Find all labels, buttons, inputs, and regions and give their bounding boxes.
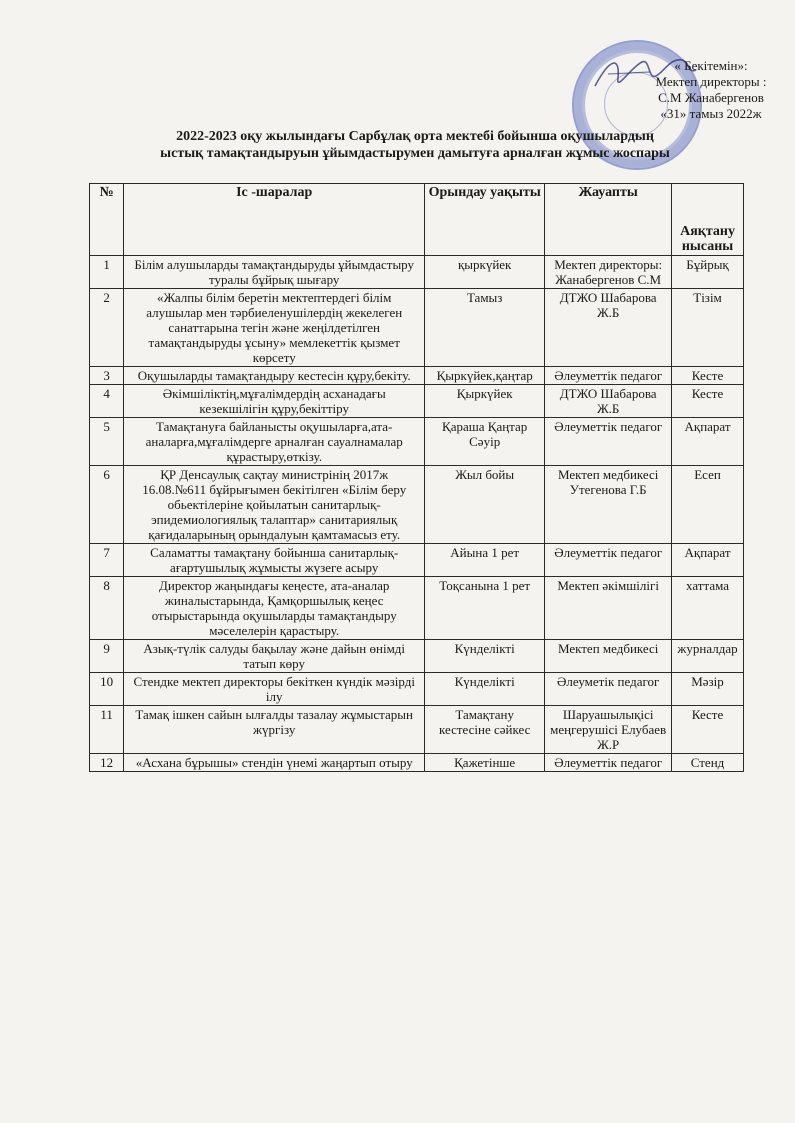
row-number: 9 bbox=[90, 640, 124, 673]
row-completion-form: Есеп bbox=[672, 466, 744, 544]
row-responsible: Әлеуметтік педагог bbox=[545, 418, 672, 466]
row-number: 1 bbox=[90, 256, 124, 289]
row-number: 12 bbox=[90, 754, 124, 772]
header-completion-form: Аяқтану нысаны bbox=[672, 184, 744, 256]
row-activity: Азық-түлік салуды бақылау және дайын өнімді татып көру bbox=[124, 640, 425, 673]
row-number: 6 bbox=[90, 466, 124, 544]
row-activity: Оқушыларды тамақтандыру кестесін құру,бекіту. bbox=[124, 367, 425, 385]
header-activity: Іс -шаралар bbox=[124, 184, 425, 256]
row-activity: Стендке мектеп директоры бекіткен күндік мәзірді ілу bbox=[124, 673, 425, 706]
row-timing: Тамыз bbox=[425, 289, 545, 367]
row-timing: Күнделікті bbox=[425, 640, 545, 673]
row-timing: қыркүйек bbox=[425, 256, 545, 289]
row-completion-form: Кесте bbox=[672, 367, 744, 385]
title-line-2: ыстық тамақтандыруын ұйымдастырумен дамытуға арналған жұмыс жоспары bbox=[160, 146, 670, 161]
approval-block bbox=[636, 58, 786, 122]
header-responsible: Жауапты bbox=[545, 184, 672, 256]
row-timing: Қараша Қаңтар Сәуір bbox=[425, 418, 545, 466]
row-timing: Тамақтану кестесіне сәйкес bbox=[425, 706, 545, 754]
header-timing: Орындау уақыты bbox=[425, 184, 545, 256]
table-body bbox=[90, 256, 744, 772]
approval-heading: « Бекітемін»: bbox=[674, 58, 748, 73]
row-completion-form: Стенд bbox=[672, 754, 744, 772]
row-activity: Саламатты тамақтану бойынша санитарлық-ағартушылық жұмысты жүзеге асыру bbox=[124, 544, 425, 577]
row-completion-form: Бұйрық bbox=[672, 256, 744, 289]
table-row bbox=[90, 577, 744, 640]
table-row bbox=[90, 544, 744, 577]
title-line-1: 2022-2023 оқу жылындағы Сарбұлақ орта мектебі бойынша оқушылардың bbox=[176, 129, 654, 144]
row-responsible: ДТЖО Шабарова Ж.Б bbox=[545, 289, 672, 367]
row-responsible: Әлеуметтік педагог bbox=[545, 367, 672, 385]
row-completion-form: Кесте bbox=[672, 385, 744, 418]
table-row bbox=[90, 418, 744, 466]
row-completion-form: Мәзір bbox=[672, 673, 744, 706]
approval-name: С.М Жанабергенов bbox=[658, 90, 764, 105]
row-number: 8 bbox=[90, 577, 124, 640]
row-completion-form: Ақпарат bbox=[672, 544, 744, 577]
row-number: 5 bbox=[90, 418, 124, 466]
row-responsible: Мектеп медбикесі Утегенова Г.Б bbox=[545, 466, 672, 544]
table-row bbox=[90, 673, 744, 706]
table-row bbox=[90, 385, 744, 418]
row-number: 4 bbox=[90, 385, 124, 418]
row-number: 2 bbox=[90, 289, 124, 367]
table-row bbox=[90, 466, 744, 544]
row-timing: Қыркүйек bbox=[425, 385, 545, 418]
table-row bbox=[90, 706, 744, 754]
row-timing: Айына 1 рет bbox=[425, 544, 545, 577]
row-responsible: Әлеуметтік педагог bbox=[545, 544, 672, 577]
row-responsible: Әлеуметік педагог bbox=[545, 673, 672, 706]
row-timing: Қыркүйек,қаңтар bbox=[425, 367, 545, 385]
table-row bbox=[90, 640, 744, 673]
row-completion-form: Ақпарат bbox=[672, 418, 744, 466]
table-row bbox=[90, 289, 744, 367]
row-responsible: Мектеп әкімшілігі bbox=[545, 577, 672, 640]
approval-date: «31» тамыз 2022ж bbox=[660, 106, 762, 121]
row-activity: «Жалпы білім беретін мектептердегі білім алушылар мен тәрбиеленушілердің жекелеген санаттарына тегін және жеңілдетілген тамақтандыруды ұсыну» мемлекеттік қызмет көрсету bbox=[124, 289, 425, 367]
row-number: 7 bbox=[90, 544, 124, 577]
table-row bbox=[90, 754, 744, 772]
row-responsible: Шаруашылықісі меңгерушісі Елубаев Ж.Р bbox=[545, 706, 672, 754]
row-completion-form: хаттама bbox=[672, 577, 744, 640]
document-title bbox=[90, 128, 740, 162]
row-number: 11 bbox=[90, 706, 124, 754]
work-plan-table bbox=[89, 183, 744, 772]
row-number: 10 bbox=[90, 673, 124, 706]
row-completion-form: Кесте bbox=[672, 706, 744, 754]
row-completion-form: журналдар bbox=[672, 640, 744, 673]
row-activity: Директор жаңындағы кеңесте, ата-аналар жиналыстарында, Қамқоршылық кеңес отырыстарында оқушыларды тамақтандыру мәселелерін қарастыру. bbox=[124, 577, 425, 640]
table-row bbox=[90, 367, 744, 385]
row-responsible: Мектеп медбикесі bbox=[545, 640, 672, 673]
row-activity: Білім алушыларды тамақтандыруды ұйымдастыру туралы бұйрық шығару bbox=[124, 256, 425, 289]
row-timing: Күнделікті bbox=[425, 673, 545, 706]
table-row bbox=[90, 256, 744, 289]
row-timing: Тоқсанына 1 рет bbox=[425, 577, 545, 640]
row-number: 3 bbox=[90, 367, 124, 385]
row-activity: ҚР Денсаулық сақтау министрінің 2017ж 16.08.№611 бұйрығымен бекітілген «Білім беру обьектілеріне қойылатын санитарлық-эпидемиологиялық талаптар» санитариялық қағидаларының орындалуын қамтамасыз ету. bbox=[124, 466, 425, 544]
row-timing: Жыл бойы bbox=[425, 466, 545, 544]
row-timing: Қажетінше bbox=[425, 754, 545, 772]
row-completion-form: Тізім bbox=[672, 289, 744, 367]
row-responsible: ДТЖО Шабарова Ж.Б bbox=[545, 385, 672, 418]
row-activity: Тамақтануға байланысты оқушыларға,ата-аналарға,мұғалімдерге арналған сауалнамалар құрастыру,өткізу. bbox=[124, 418, 425, 466]
row-responsible: Мектеп директоры: Жанабергенов С.М bbox=[545, 256, 672, 289]
header-number: № bbox=[90, 184, 124, 256]
approval-position: Мектеп директоры : bbox=[655, 74, 767, 89]
table-header-row bbox=[90, 184, 744, 256]
row-activity: «Асхана бұрышы» стендін үнемі жаңартып отыру bbox=[124, 754, 425, 772]
row-activity: Тамақ ішкен сайын ылғалды тазалау жұмыстарын жүргізу bbox=[124, 706, 425, 754]
row-responsible: Әлеуметтік педагог bbox=[545, 754, 672, 772]
row-activity: Әкімшіліктің,мұғалімдердің асханадағы кезекшілігін құру,бекіттіру bbox=[124, 385, 425, 418]
